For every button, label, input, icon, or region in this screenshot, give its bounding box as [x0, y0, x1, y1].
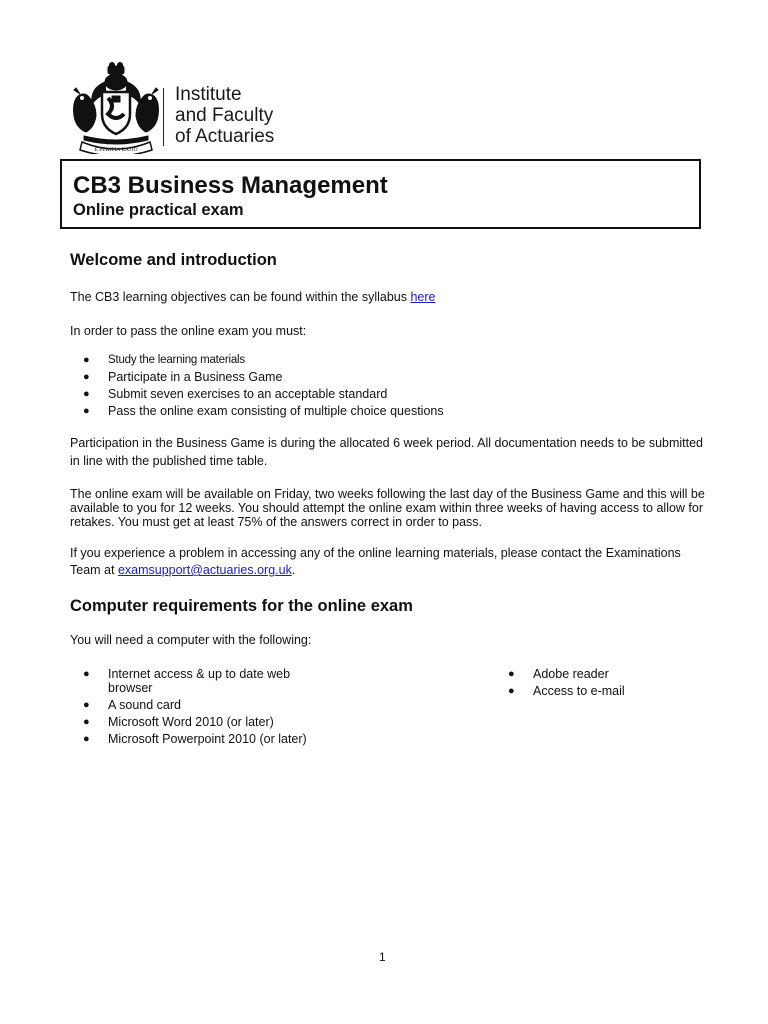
list-item-text: A sound card: [108, 698, 181, 712]
list-item-text: Pass the online exam consisting of multiple choice questions: [108, 404, 444, 418]
logo-divider: [163, 88, 164, 146]
list-item: [70, 370, 444, 387]
requirements-intro: In order to pass the online exam you must:: [70, 324, 307, 338]
syllabus-paragraph: [70, 290, 436, 305]
participation-paragraph: Participation in the Business Game is during the allocated 6 week period. All documentation needs to be submitted in line with the published time table.: [70, 436, 704, 468]
computer-requirements-heading: Computer requirements for the online exam: [70, 597, 413, 615]
title-box: [60, 159, 701, 229]
list-item-text: Microsoft Powerpoint 2010 (or later): [108, 732, 307, 746]
contact-email-link[interactable]: examsupport@actuaries.org.uk: [117, 563, 292, 577]
list-item: [70, 732, 310, 746]
bullet-icon: ●: [83, 405, 90, 417]
computer-intro: You will need a computer with the following:: [70, 633, 312, 647]
list-item: [495, 684, 695, 698]
bullet-icon: ●: [83, 668, 90, 680]
syllabus-link[interactable]: here: [410, 290, 436, 304]
list-item: [70, 353, 444, 370]
bullet-icon: ●: [83, 733, 90, 745]
list-item: [70, 404, 444, 421]
list-item-text: Submit seven exercises to an acceptable standard: [108, 387, 388, 401]
contact-end: .: [291, 563, 296, 577]
bullet-icon: ●: [83, 354, 90, 366]
list-item-text: Study the learning materials: [108, 354, 245, 366]
bullet-icon: ●: [83, 388, 90, 400]
list-item: [70, 715, 310, 729]
list-item-text: Adobe reader: [533, 667, 609, 681]
logo-line-3: of Actuaries: [175, 126, 275, 147]
logo-wordmark: [175, 84, 274, 147]
requirements-list: [70, 353, 444, 421]
computer-requirements-list-right: [495, 667, 695, 701]
list-item-text: Participate in a Business Game: [108, 370, 283, 384]
document-subtitle: Online practical exam: [73, 201, 244, 219]
list-item: [70, 667, 310, 695]
contact-text: If you experience a problem in accessing any of the online learning materials, please contact the Examinations Team at: [70, 546, 681, 577]
contact-paragraph: [70, 545, 710, 579]
bullet-icon: ●: [83, 371, 90, 383]
syllabus-text: The CB3 learning objectives can be found within the syllabus: [70, 290, 411, 304]
list-item: [495, 667, 695, 681]
document-title: CB3 Business Management: [73, 172, 388, 199]
bullet-icon: ●: [508, 668, 515, 680]
bullet-icon: ●: [83, 699, 90, 711]
bullet-icon: ●: [508, 685, 515, 697]
crest-icon: [68, 62, 164, 154]
bullet-icon: ●: [83, 716, 90, 728]
computer-requirements-list-left: [70, 667, 310, 749]
page-number: 1: [379, 950, 386, 964]
list-item-text: Microsoft Word 2010 (or later): [108, 715, 274, 729]
list-item-text: Access to e-mail: [533, 684, 625, 698]
list-item: [70, 387, 444, 404]
exam-availability-paragraph: The online exam will be available on Friday, two weeks following the last day of the Business Game and this will be available to you for 12 weeks. You should attempt the online exam within three weeks of having access to allow for retakes. You must get at least 75% of the answers correct in order to pass.: [70, 487, 705, 529]
logo-line-2: and Faculty: [175, 105, 274, 126]
list-item-text: Internet access & up to date web browser: [108, 667, 291, 695]
svg-text:E PERITIA RATIO: E PERITIA RATIO: [94, 147, 138, 153]
logo-line-1: Institute: [175, 84, 242, 105]
list-item: [70, 698, 310, 712]
institute-logo: [68, 62, 308, 154]
welcome-heading: Welcome and introduction: [70, 251, 277, 269]
